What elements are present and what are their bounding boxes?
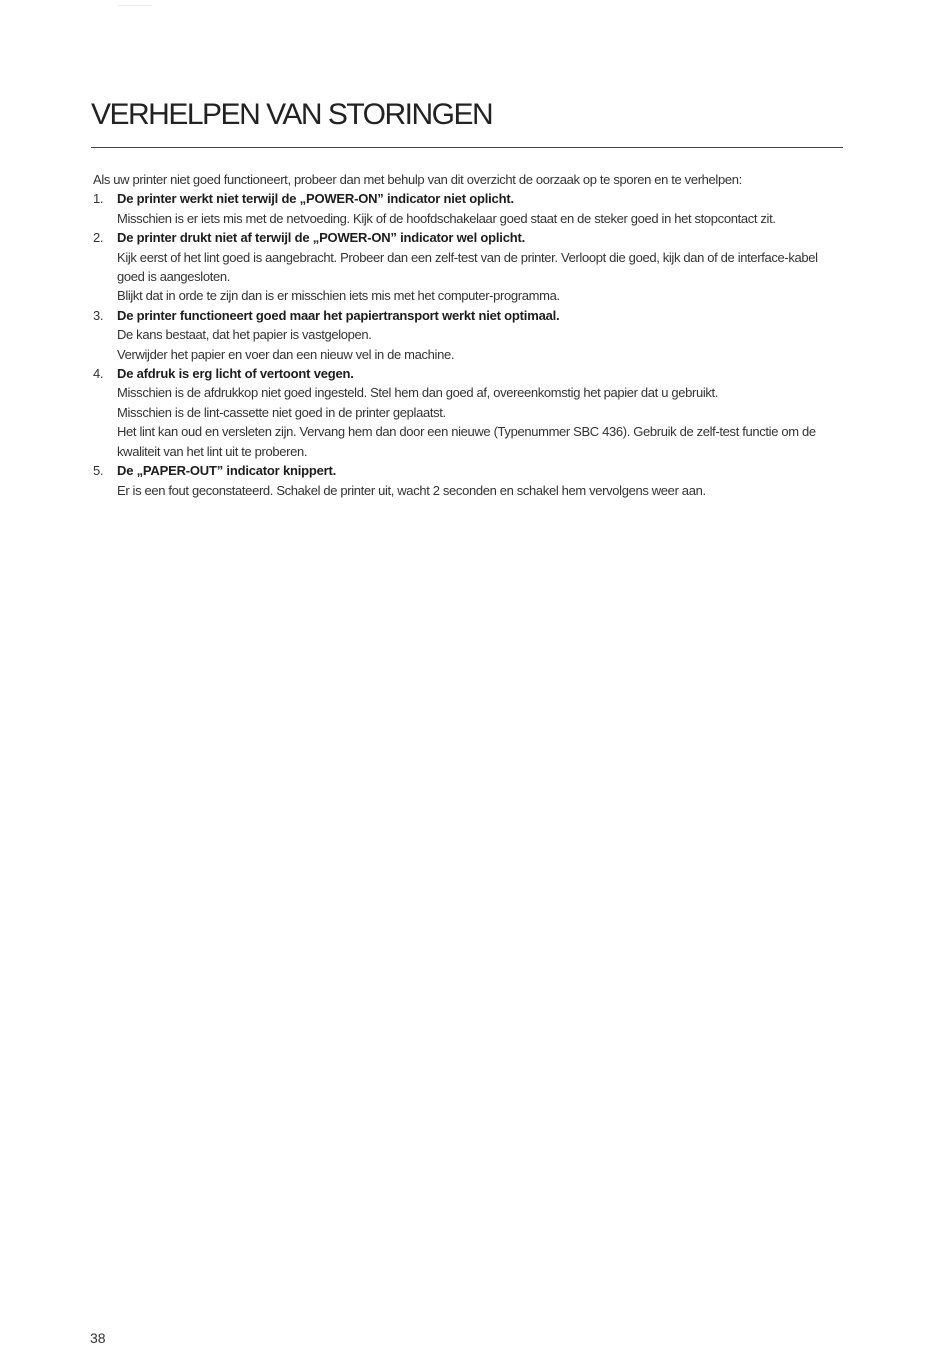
step-number: 5. [93,463,104,479]
step-text: Verwijder het papier en voer dan een nieuw vel in de machine. [117,346,455,362]
step-heading: De printer functioneert goed maar het papiertransport werkt niet optimaal. [117,307,560,323]
step-text: Kijk eerst of het lint goed is aangebracht. Probeer dan een zelf-test van de printer. Verloopt die goed, kijk dan of de interface-kabel goed is aangesloten. [117,249,818,285]
step-number: 4. [93,366,104,382]
step-heading: De „PAPER-OUT” indicator knippert. [117,463,337,479]
step-text: Het lint kan oud en versleten zijn. Vervang hem dan door een nieuwe (Typenummer SBC 436). Gebruik de zelf-test functie om de kwaliteit van het lint uit te proberen. [117,424,816,459]
step-number: 1. [93,191,104,207]
list-item [93,189,838,228]
step-text: Er is een fout geconstateerd. Schakel de printer uit, wacht 2 seconden en schakel hem vervolgens weer aan. [117,482,706,498]
scan-mark [118,5,152,6]
step-text: Misschien is er iets mis met de netvoeding. Kijk of de hoofdschakelaar goed staat en de steker goed in het stopcontact zit. [117,210,776,226]
list-item [93,364,838,461]
page-number: 38 [90,1330,106,1346]
step-heading: De printer werkt niet terwijl de „POWER-ON” indicator niet oplicht. [117,191,514,207]
step-text: Blijkt dat in orde te zijn dan is er misschien iets mis met het computer-programma. [117,288,560,304]
step-number: 3. [93,307,104,323]
step-heading: De afdruk is erg licht of vertoont vegen. [117,366,354,382]
step-heading: De printer drukt niet af terwijl de „POWER-ON” indicator wel oplicht. [117,230,526,246]
step-text: Misschien is de afdrukkop niet goed ingesteld. Stel hem dan goed af, overeenkomstig het papier dat u gebruikt. [117,385,719,401]
troubleshooting-list [93,189,838,500]
list-item [93,306,838,364]
step-text: De kans bestaat, dat het papier is vastgelopen. [117,327,372,343]
intro-paragraph: Als uw printer niet goed functioneert, probeer dan met behulp van dit overzicht de oorzaak op te sporen en te verhelpen: [93,172,742,187]
list-item [93,461,838,500]
step-text: Misschien is de lint-cassette niet goed in de printer geplaatst. [117,404,446,420]
body-content [93,170,838,500]
page-title: VERHELPEN VAN STORINGEN [91,98,493,131]
step-number: 2. [93,230,104,246]
list-item [93,228,838,306]
title-divider [91,147,843,148]
